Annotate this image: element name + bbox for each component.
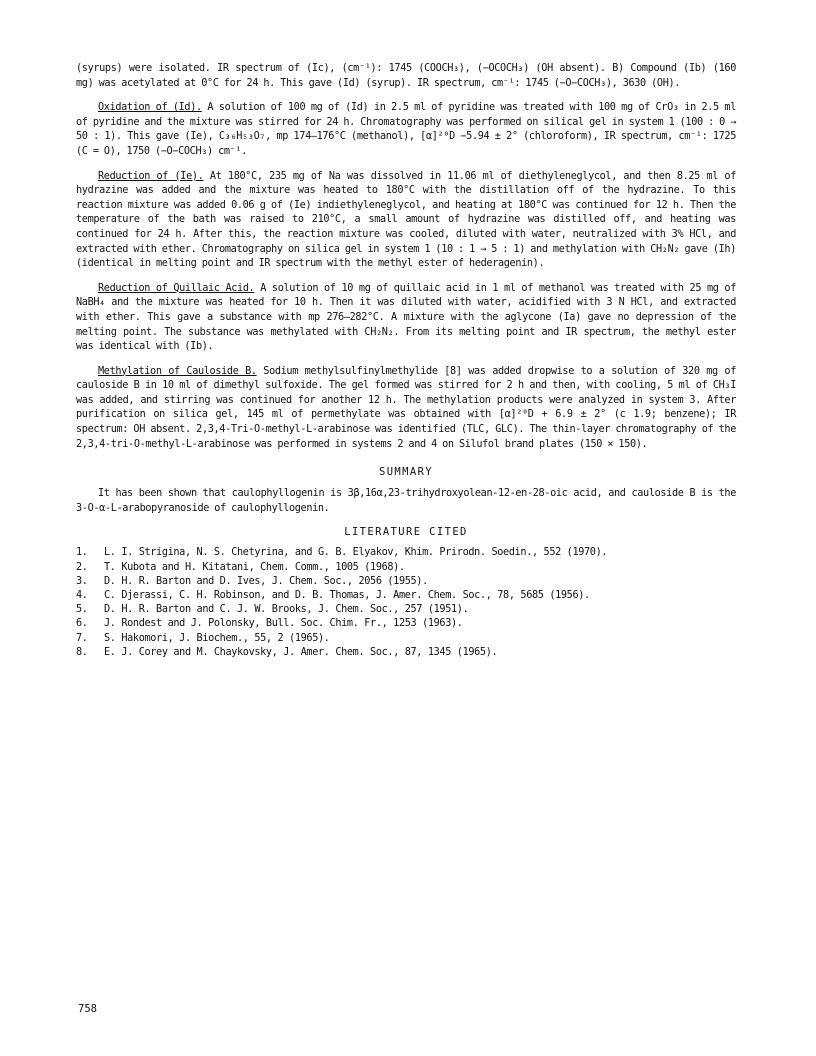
paragraph-text: (syrups) were isolated. IR spectrum of (Ic), (cm⁻¹): 1745 (COOCH₃), (−OCOCH₃) (OH absent). B) Compound (Ib) (160 mg) was acetylated at 0°C for 24 h. This gave (Id) (syrup). IR spectrum, cm⁻¹: 1745 (−O−COCH₃), 3630 (OH). [76,63,736,89]
reference-item [76,546,736,560]
reference-item [76,603,736,617]
reference-text: E. J. Corey and M. Chaykovsky, J. Amer. Chem. Soc., 87, 1345 (1965). [104,646,498,658]
reference-item [76,575,736,589]
paragraph-methylation [76,365,736,453]
reference-item [76,617,736,631]
reference-number: 1. [76,547,88,559]
section-heading-methylation: Methylation of Cauloside B. [98,365,257,377]
section-heading-oxidation: Oxidation of (Id). [98,102,202,114]
paragraph-syrups [76,62,736,91]
paragraph-oxidation [76,101,736,159]
reference-item [76,589,736,603]
reference-number: 4. [76,590,88,602]
reference-number: 6. [76,618,88,630]
summary-text: It has been shown that caulophyllogenin is 3β,16α,23-trihydroxyolean-12-en-28-oic acid, and cauloside B is the 3-O-α-L-arabopyranoside of caulophyllogenin. [76,488,736,514]
summary-heading: SUMMARY [378,466,434,479]
reference-text: S. Hakomori, J. Biochem., 55, 2 (1965). [104,632,330,644]
paragraph-text: A solution of 10 mg of quillaic acid in 1 ml of methanol was treated with 25 mg of NaBH₄ and the mixture was heated for 10 h. Then it was diluted with water, acidified with 3 N HCl, and extracted with ether. This gave a substance with mp 276–282°C. A mixture with the aglycone (Ia) gave no depression of the melting point. The substance was methylated with CH₂N₂. From its melting point and IR spectrum, the methyl ester was identical with (Ib). [76,282,736,353]
paragraph-reduction-quillaic [76,282,736,355]
reference-item [76,646,736,660]
reference-text: T. Kubota and H. Kitatani, Chem. Comm., 1005 (1968). [104,561,405,573]
paragraph-text: A solution of 100 mg of (Id) in 2.5 ml of pyridine was treated with 100 mg of CrO₃ in 2.5 ml of pyridine and the mixture was stirred for 24 h. Chromatography was performed on silical gel in system 1 (100 : 0 → 50 : 1). This gave (Ie), C₃₆H₅₃O₇, mp 174–176°C (methanol), [α]²⁰D −5.94 ± 2° (chloroform), IR spectrum, cm⁻¹: 1725 (C = O), 1750 (−O−COCH₃) cm⁻¹. [76,102,736,157]
page-number: 758 [78,1003,97,1015]
reference-item [76,561,736,575]
reference-list [76,546,736,660]
reference-number: 7. [76,632,88,644]
reference-number: 8. [76,646,88,658]
reference-number: 3. [76,575,88,587]
literature-heading: LITERATURE CITED [344,526,468,539]
reference-number: 2. [76,561,88,573]
reference-text: D. H. R. Barton and D. Ives, J. Chem. Soc., 2056 (1955). [104,575,428,587]
section-heading-reduction-ie: Reduction of (Ie). [98,170,204,182]
reference-text: L. I. Strigina, N. S. Chetyrina, and G. B. Elyakov, Khim. Prirodn. Soedin., 552 (1970). [104,547,608,559]
reference-text: J. Rondest and J. Polonsky, Bull. Soc. Chim. Fr., 1253 (1963). [104,618,463,630]
reference-item [76,632,736,646]
section-heading-reduction-quillaic: Reduction of Quillaic Acid. [98,282,255,294]
paragraph-reduction-ie [76,170,736,272]
reference-text: D. H. R. Barton and C. J. W. Brooks, J. Chem. Soc., 257 (1951). [104,604,469,616]
reference-text: C. Djerassi, C. H. Robinson, and D. B. Thomas, J. Amer. Chem. Soc., 78, 5685 (1956). [104,590,590,602]
reference-number: 5. [76,604,88,616]
page-body [76,62,736,660]
paragraph-text: Sodium methylsulfinylmethylide [8] was added dropwise to a solution of 320 mg of cauloside B in 10 ml of dimethyl sulfoxide. The gel formed was stirred for 2 h and then, with cooling, 5 ml of CH₃I was added, and stirring was continued for another 12 h. The methylation products were analyzed in system 3. After purification on silica gel, 145 ml of permethylate was obtained with [α]²⁰D + 6.9 ± 2° (c 1.9; benzene); IR spectrum: OH absent. 2,3,4-Tri-O-methyl-L-arabinose was identified (TLC, GLC). The thin-layer chromatography of the 2,3,4-tri-O-methyl-L-arabinose was performed in systems 2 and 4 on Silufol brand plates (150 × 150). [76,365,736,450]
paragraph-text: At 180°C, 235 mg of Na was dissolved in 11.06 ml of diethyleneglycol, and then 8.25 ml of hydrazine was added and the mixture was heated to 180°C with the distillation off of the hydrazine. To this reaction mixture was added 0.06 g of (Ie) indiethyleneglycol, and heating at 180°C was continued for 12 h. Then the temperature of the bath was raised to 210°C, a small amount of hydrazine was distilled off, and heating was continued for 24 h. After this, the reaction mixture was cooled, diluted with water, neutralized with 3% HCl, and extracted with ether. Chromatography on silica gel in system 1 (10 : 1 → 5 : 1) and methylation with CH₂N₂ gave (Ih) (identical in melting point and IR spectrum with the methyl ester of hederagenin). [76,170,736,270]
